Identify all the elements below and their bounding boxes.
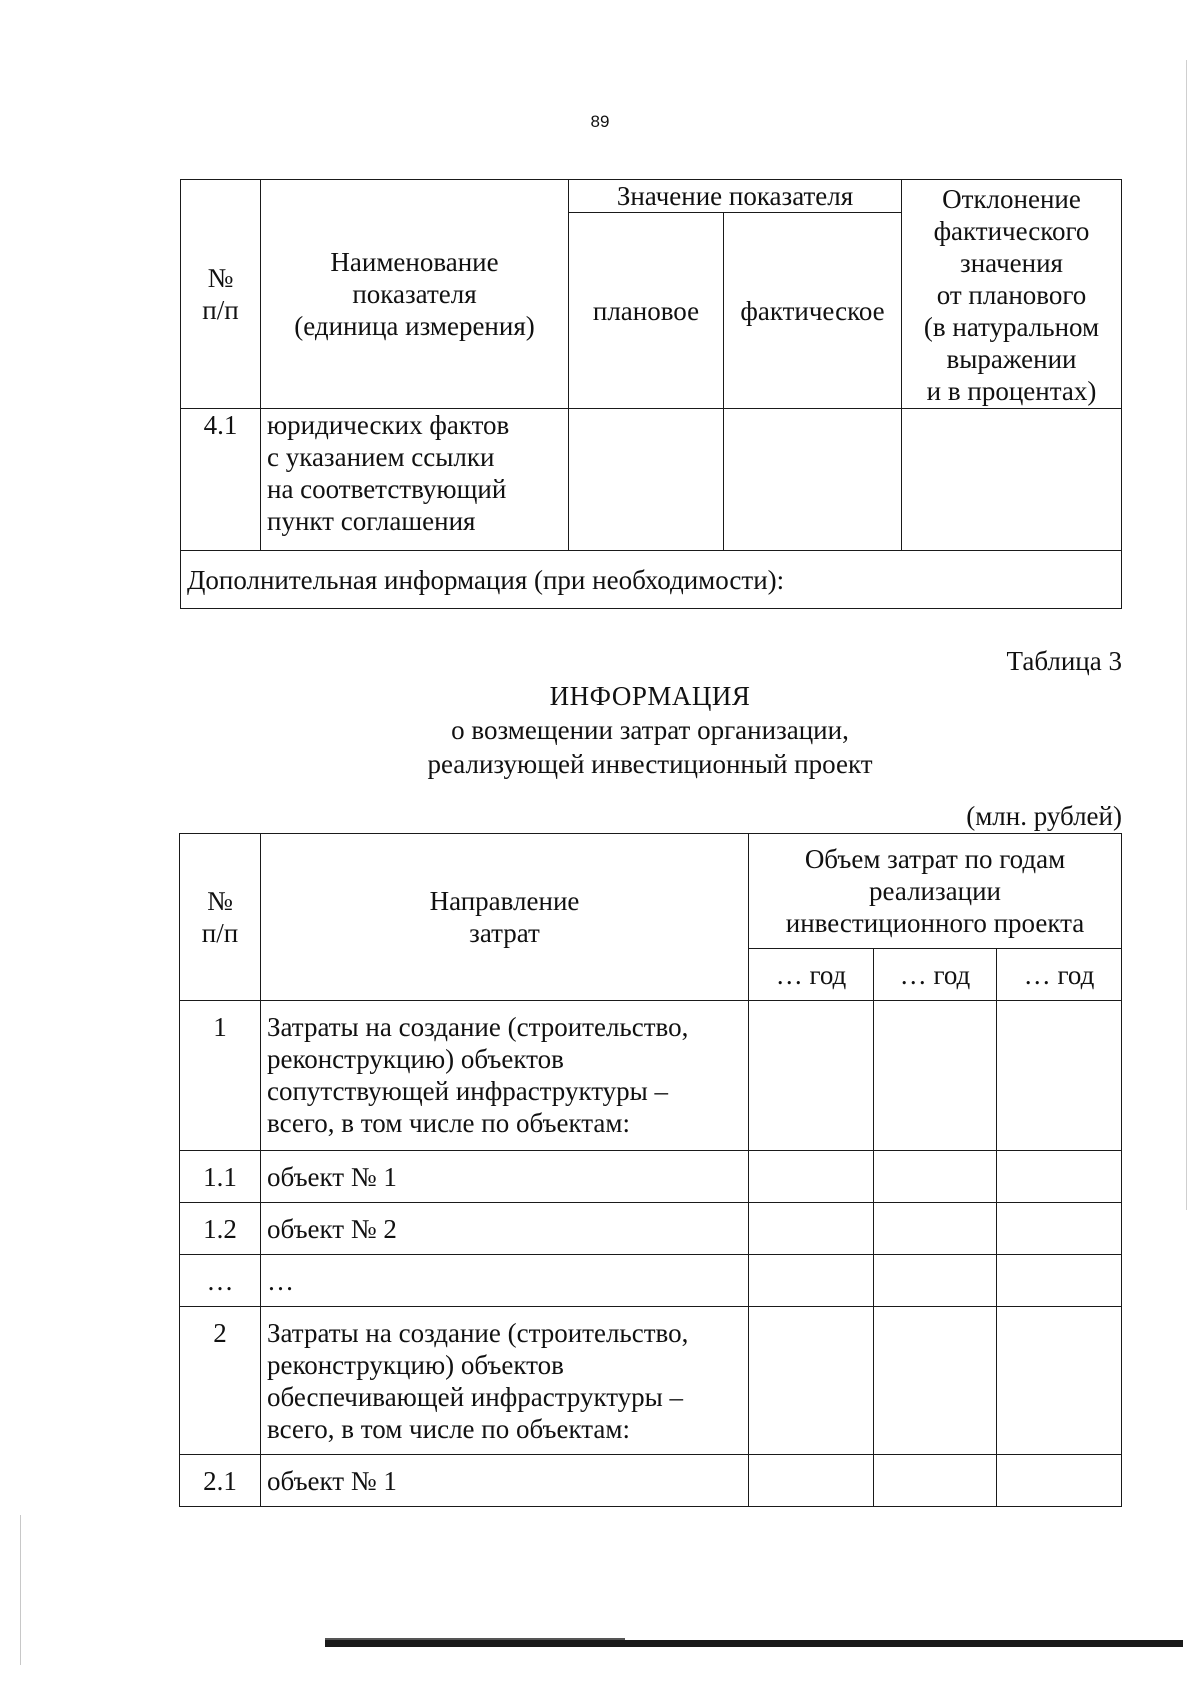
header-planned: плановое [569, 213, 724, 409]
header-value-group: Значение показателя [569, 180, 902, 213]
row-cost-direction: объект № 1 [261, 1455, 749, 1507]
row-actual-cell [724, 409, 902, 551]
year-cell [874, 1001, 997, 1151]
row-planned-cell [569, 409, 724, 551]
year-cell [749, 1001, 874, 1151]
year-cell [749, 1307, 874, 1455]
year-cell [997, 1151, 1122, 1203]
year-cell [749, 1455, 874, 1507]
year-cell [874, 1255, 997, 1307]
header-years-group: Объем затрат по годам реализации инвестиционного проекта [749, 834, 1122, 949]
year-cell [997, 1455, 1122, 1507]
indicators-table [180, 179, 1122, 609]
table-row [180, 1151, 1122, 1203]
costs-table [179, 833, 1122, 1507]
table-subtitle-line1: о возмещении затрат организации, [451, 715, 849, 745]
header-cost-direction: Направление затрат [261, 834, 749, 1001]
header-deviation: Отклонение фактического значения от планового (в натуральном выражении и в процентах) [902, 180, 1122, 409]
year-cell [997, 1307, 1122, 1455]
header-num: № п/п [181, 180, 261, 409]
row-num: 2.1 [180, 1455, 261, 1507]
year-cell [749, 1255, 874, 1307]
year-cell [997, 1255, 1122, 1307]
table-row [180, 1455, 1122, 1507]
header-year-2: … год [874, 949, 997, 1001]
year-cell [997, 1001, 1122, 1151]
row-cost-direction: объект № 1 [261, 1151, 749, 1203]
row-deviation-cell [902, 409, 1122, 551]
scan-bottom-bar [325, 1640, 1183, 1647]
year-cell [874, 1151, 997, 1203]
year-cell [749, 1151, 874, 1203]
row-cost-direction: объект № 2 [261, 1203, 749, 1255]
row-cost-direction: Затраты на создание (строительство, реконструкцию) объектов сопутствующей инфраструктуры – всего, в том числе по объектам: [261, 1001, 749, 1151]
table-row [181, 409, 1122, 551]
table-subtitle-line2: реализующей инвестиционный проект [427, 749, 873, 779]
header-year-1: … год [749, 949, 874, 1001]
additional-info: Дополнительная информация (при необходимости): [181, 551, 1122, 609]
table-row [180, 1255, 1122, 1307]
row-cost-direction: Затраты на создание (строительство, реконструкцию) объектов обеспечивающей инфраструктуры – всего, в том числе по объектам: [261, 1307, 749, 1455]
header-indicator-name: Наименование показателя (единица измерения) [261, 180, 569, 409]
row-indicator-name: юридических фактов с указанием ссылки на соответствующий пункт соглашения [261, 409, 569, 551]
header-year-3: … год [997, 949, 1122, 1001]
scan-edge-right [1186, 60, 1187, 1210]
year-cell [749, 1203, 874, 1255]
unit-label: (млн. рублей) [966, 801, 1122, 831]
header-actual: фактическое [724, 213, 902, 409]
header-num: № п/п [180, 834, 261, 1001]
row-num: 4.1 [181, 409, 261, 551]
row-num: 1 [180, 1001, 261, 1151]
row-num: … [180, 1255, 261, 1307]
row-num: 2 [180, 1307, 261, 1455]
row-cost-direction: … [261, 1255, 749, 1307]
year-cell [874, 1203, 997, 1255]
year-cell [997, 1203, 1122, 1255]
year-cell [874, 1307, 997, 1455]
row-num: 1.1 [180, 1151, 261, 1203]
table-row [180, 1001, 1122, 1151]
year-cell [874, 1455, 997, 1507]
table-title: ИНФОРМАЦИЯ [549, 681, 751, 711]
table-row [180, 1203, 1122, 1255]
table-row [180, 1307, 1122, 1455]
scan-edge-left [20, 1515, 21, 1665]
table-label: Таблица 3 [1006, 646, 1122, 676]
page-number: 89 [590, 112, 610, 131]
row-num: 1.2 [180, 1203, 261, 1255]
